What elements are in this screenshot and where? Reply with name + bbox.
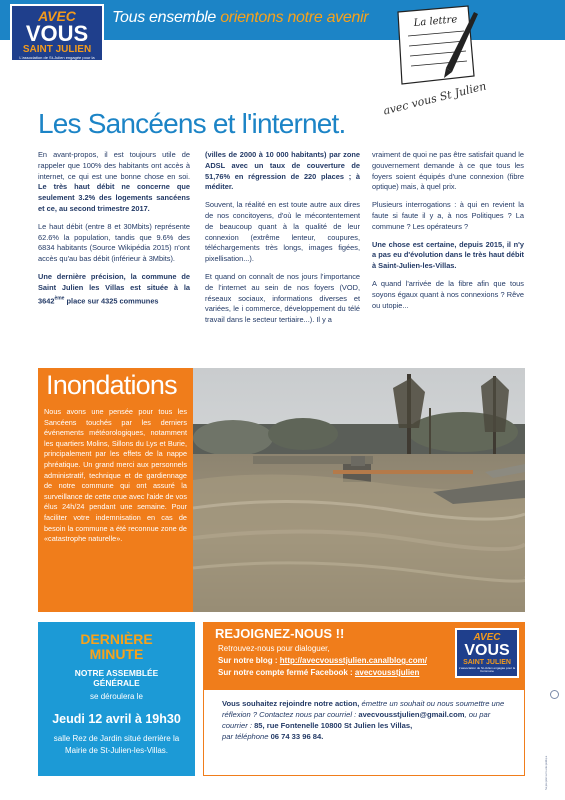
join-facebook-label: Sur notre compte fermé Facebook :	[218, 668, 355, 677]
logo-small-line4: L'association de St-Julien engagée pour la Commune	[458, 666, 516, 673]
join-blog-line	[218, 656, 427, 665]
minute-title	[38, 632, 195, 662]
contact-address: 85, rue Fontenelle 10800 St Julien les Villas,	[254, 721, 413, 730]
contact-text3: par téléphone	[222, 732, 271, 741]
contact-text2: , ou par courrier :	[222, 710, 491, 730]
col3-paragraph-2: Plusieurs interrogations : à qui en revient la faute si faute il y a, à nos Politiques ? La commune ? Les opérateurs ?	[372, 200, 524, 231]
contact-text1: émettre un souhait ou nous soumettre une réflexion ? Contactez nous par courriel :	[222, 699, 505, 719]
join-line1-text: Retrouvez-nous pour dialoguer,	[218, 644, 330, 653]
col2-paragraph-3: Et quand on connaît de nos jours l'importance de l'internet au sein de nos foyers (VOD, réseaux sociaux, informations diverses et variées, le i commerce, développement du télé travail dans le secteur tertiaire...). Il y a	[205, 271, 360, 325]
col1-p1-text: En avant-propos, il est toujours utile de rappeler que 100% des habitants ont accès à internet, ce qui est une bonne chose en soi.	[38, 150, 190, 181]
flood-text: Nous avons une pensée pour tous les Sancéens touchés par les derniers événements météorologiques, notamment les quartiers Molins, Sillons du Lys et Burie, principalement par les effets de la nappe phréatique. Un grand merci aux personnels administratif, technique et de gardiennage de notre commune qui ont assuré la surveillance de cette crue avec l'aide de vos élus 24h/24 pendant une semaine. Pour faciliter votre indemnisation en cas de besoin la commune a été reconnue zone de «catastrophe naturelle».	[44, 407, 187, 544]
col3-p3-bold: Une chose est certaine, depuis 2015, il n'y a pas eu d'évolution dans le très haut débit à Saint-Julien-les-Villas.	[372, 239, 524, 271]
minute-se-deroulera: se déroulera le	[90, 692, 143, 701]
col1-paragraph-3	[38, 272, 190, 307]
contact-email[interactable]: avecvousstjulien@gmail.com	[358, 710, 465, 719]
col3-paragraph-3	[372, 240, 524, 272]
facebook-link[interactable]: avecvousstjulien	[354, 668, 420, 677]
col1-p3-bold-b: place sur 4325 communes	[64, 296, 159, 306]
slogan-white: Tous ensemble	[112, 9, 217, 26]
logo-line2: VOUS	[25, 21, 89, 46]
col1-paragraph-2: Le haut débit (entre 8 et 30Mbits) représente 62.6% la population, tandis que 9.6% des 6834 habitants (Source Wikipédia 2015) n'ont accès qu'au bas débit (inférieur à 3Mbits).	[38, 221, 190, 264]
minute-sub-line1: NOTRE ASSEMBLÉE	[74, 668, 159, 678]
avec-vous-logo	[10, 4, 104, 62]
logo-small-line1: AVEC	[473, 632, 501, 643]
minute-title-line2: MINUTE	[89, 646, 144, 662]
col3-paragraph-4: A quand l'arrivée de la fibre afin que tous soyons égaux quant à nos connexions ? Rêve ou utopie...	[372, 278, 524, 310]
recycle-icon	[550, 690, 559, 699]
minute-sub-line2: GÉNÉRALE	[93, 678, 140, 688]
join-title: REJOIGNEZ-NOUS !!	[215, 626, 345, 641]
blog-link[interactable]: http://avecvousstjulien.canalblog.com/	[279, 656, 427, 665]
minute-subtitle	[38, 668, 195, 688]
header-slogan	[112, 9, 368, 27]
logo-line3: SAINT JULIEN	[22, 44, 92, 55]
logo-line1: AVEC	[38, 8, 76, 24]
minute-date: Jeudi 12 avril à 19h30	[52, 712, 181, 726]
minute-place-line2: Mairie de St-Julien-les-Villas.	[65, 746, 168, 755]
logo-line4: L'association de St-Julien engagée pour la Commune	[19, 55, 95, 64]
side-note: Ne pas jeter sur la voie publique	[545, 755, 548, 790]
article-column-1	[38, 150, 190, 314]
logo-small-line2: VOUS	[464, 642, 510, 659]
col2-paragraph-1	[205, 150, 360, 193]
col1-paragraph-1	[38, 150, 190, 215]
contact-box	[203, 689, 525, 776]
col1-p3-sup: ème	[54, 295, 65, 302]
col3-paragraph-1: vraiment de quoi ne pas être satisfait quand le gouvernement demande à ce que tous les foyers soient équipés d'une connexion (fibre optique) mais, à quel prix.	[372, 150, 524, 192]
logo-small-line3: SAINT JULIEN	[463, 659, 511, 666]
contact-phone: 06 74 33 96 84.	[270, 732, 324, 741]
join-blog-label: Sur notre blog :	[218, 656, 280, 665]
letter-label: La lettre	[413, 14, 458, 29]
join-facebook-line	[218, 668, 419, 677]
col1-p1-bold: Le très haut débit ne concerne que seulement 3.2% des logements sancéens et ce, au second trimestre 2017.	[38, 182, 190, 213]
signature: avec vous St Julien	[381, 79, 488, 118]
minute-place-line1: salle Rez de Jardin situé derrière la	[53, 734, 180, 743]
col2-paragraph-2: Souvent, la réalité en est toute autre aux dires de nos concitoyens, d'où le mécontentement de beaucoup quant à la qualité de leur connexion (extrême lenteur, coupures, téléchargements très longs, images figées, pixellisation...).	[205, 200, 360, 264]
article-title: Les Sancéens et l'internet.	[38, 108, 346, 139]
flood-photo	[193, 368, 525, 612]
avec-vous-logo-small	[455, 628, 519, 678]
col1-p3-bold-a: Une dernière précision, la commune de Saint Julien les Villas est située à la 3642	[38, 271, 190, 306]
col2-p1-bold: (villes de 2000 à 10 000 habitants) par zone ADSL avec un taux de couverture de 51,76% en régression de 220 places ; à méditer.	[205, 150, 360, 192]
minute-title-line1: DERNIÈRE	[80, 631, 153, 647]
article-column-3	[372, 150, 524, 318]
derniere-minute-box	[38, 622, 195, 776]
contact-lead: Vous souhaitez rejoindre notre action,	[222, 699, 360, 708]
article-column-2	[205, 150, 360, 333]
slogan-orange: orientons notre avenir	[220, 9, 369, 26]
flood-title: Inondations	[46, 370, 177, 400]
join-line1	[218, 644, 330, 653]
